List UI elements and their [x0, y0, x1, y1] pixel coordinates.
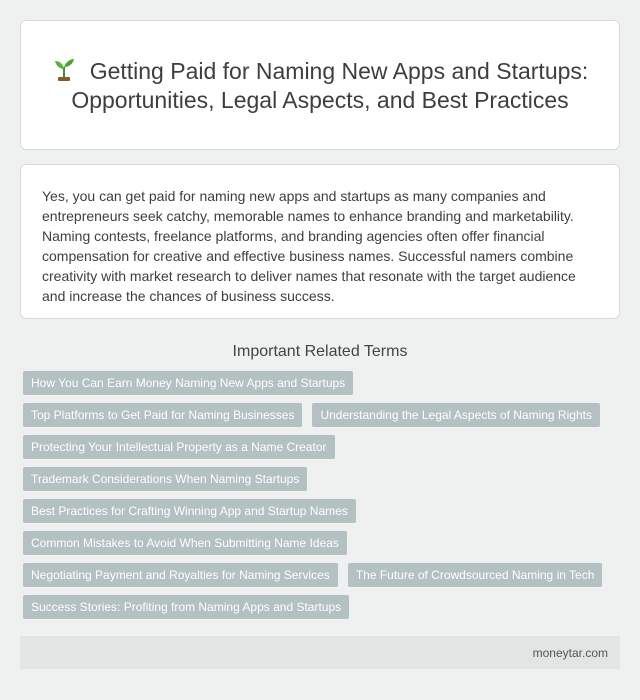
footer-site-name: moneytar.com [532, 645, 608, 660]
summary-text: Yes, you can get paid for naming new apps and startups as many companies and entrepreneurs seek catchy, memorable names to enhance branding and marketability. Naming contests, freelance platforms, and branding agencies often offer financial compensation for creative and effective business names. Successful namers combine creativity with market research to deliver names that resonate with the target audience and increase the chances of business success. [42, 188, 576, 304]
related-term-tag[interactable]: Understanding the Legal Aspects of Naming Rights [312, 403, 600, 427]
page-title-text: Getting Paid for Naming New Apps and Startups: Opportunities, Legal Aspects, and Best Practices [71, 57, 589, 113]
sprout-icon [52, 56, 76, 82]
title-card [20, 20, 620, 150]
related-terms-list [20, 371, 618, 627]
related-term-tag[interactable]: Best Practices for Crafting Winning App and Startup Names [23, 499, 356, 523]
related-term-tag[interactable]: Negotiating Payment and Royalties for Naming Services [23, 563, 338, 587]
related-term-tag[interactable]: How You Can Earn Money Naming New Apps and Startups [23, 371, 353, 395]
related-term-tag[interactable]: The Future of Crowdsourced Naming in Tech [348, 563, 603, 587]
related-term-tag[interactable]: Protecting Your Intellectual Property as a Name Creator [23, 435, 335, 459]
related-term-tag[interactable]: Top Platforms to Get Paid for Naming Businesses [23, 403, 302, 427]
related-term-tag[interactable]: Trademark Considerations When Naming Startups [23, 467, 307, 491]
related-term-tag[interactable]: Common Mistakes to Avoid When Submitting Name Ideas [23, 531, 347, 555]
related-terms-heading: Important Related Terms [232, 343, 408, 360]
summary-card [20, 164, 620, 319]
related-term-tag[interactable]: Success Stories: Profiting from Naming Apps and Startups [23, 595, 349, 619]
page-title [51, 56, 589, 115]
footer [20, 636, 620, 669]
